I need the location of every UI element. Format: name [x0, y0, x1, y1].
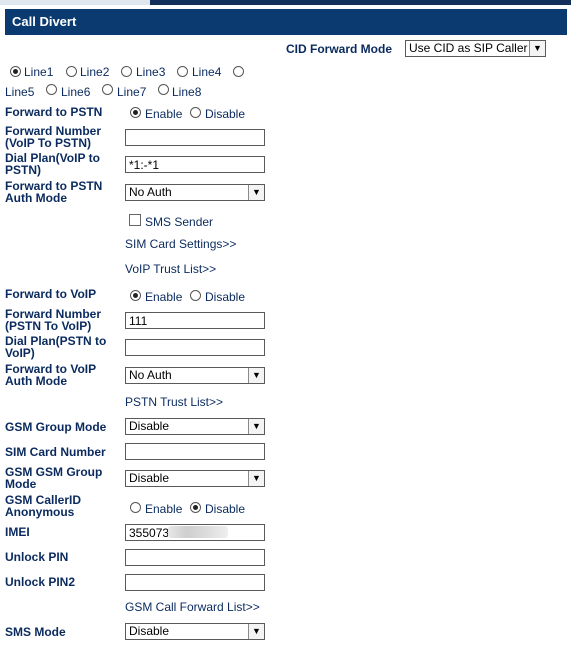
- gsm-call-forward-list-link[interactable]: GSM Call Forward List>>: [125, 600, 260, 614]
- gsm-callerid-anonymous-label: GSM CallerID Anonymous: [5, 493, 82, 519]
- line2-label: Line2: [80, 65, 110, 79]
- chevron-down-icon: ▼: [248, 185, 264, 200]
- line3-radio[interactable]: [121, 66, 132, 77]
- sim-card-settings-link[interactable]: SIM Card Settings>>: [125, 237, 237, 251]
- pstn-enable-radio[interactable]: [130, 107, 141, 118]
- redacted-blur: [168, 526, 228, 538]
- gsm-gsm-group-mode-select[interactable]: [125, 470, 265, 487]
- gsm-group-mode-select[interactable]: [125, 418, 265, 435]
- forward-number-voip-to-pstn-label: Forward Number (VoIP To PSTN): [5, 124, 102, 150]
- sim-card-number-input[interactable]: [125, 443, 265, 460]
- forward-number-pstn-to-voip-label: Forward Number (PSTN To VoIP): [5, 307, 102, 333]
- dial-plan-pstn-to-voip-input[interactable]: [125, 339, 265, 356]
- dial-plan-voip-to-pstn-label: Dial Plan(VoIP to PSTN): [5, 151, 100, 177]
- line5-radio[interactable]: [233, 66, 244, 77]
- gsm-group-mode-label: GSM Group Mode: [5, 420, 107, 434]
- line6-radio[interactable]: [46, 84, 57, 95]
- line3-label: Line3: [136, 65, 166, 79]
- gsm-gsm-group-mode-label: GSM GSM Group Mode: [5, 465, 103, 491]
- gsm-group-mode-value: Disable: [129, 419, 170, 433]
- section-header: [5, 9, 567, 35]
- line1-radio[interactable]: [10, 66, 21, 77]
- unlock-pin2-input[interactable]: [125, 574, 265, 591]
- line8-label: Line8: [172, 85, 202, 99]
- line7-label: Line7: [117, 85, 147, 99]
- chevron-down-icon: ▼: [248, 471, 264, 486]
- line7-radio[interactable]: [102, 84, 113, 95]
- voip-auth-mode-value: No Auth: [129, 368, 172, 382]
- line1-label: Line1: [24, 65, 54, 79]
- unlock-pin-label: Unlock PIN: [5, 550, 69, 564]
- unlock-pin2-label: Unlock PIN2: [5, 575, 76, 589]
- chevron-down-icon: ▼: [248, 368, 264, 383]
- forward-number-voip-to-pstn-input[interactable]: [125, 129, 265, 146]
- voip-trust-list-link[interactable]: VoIP Trust List>>: [125, 262, 217, 276]
- sms-sender-label: SMS Sender: [145, 215, 214, 229]
- unlock-pin-input[interactable]: [125, 549, 265, 566]
- voip-auth-mode-select[interactable]: [125, 367, 265, 384]
- section-title: Call Divert: [12, 14, 77, 29]
- line8-radio[interactable]: [158, 84, 169, 95]
- sms-sender-checkbox[interactable]: [129, 214, 141, 226]
- callerid-disable-radio[interactable]: [190, 502, 201, 513]
- voip-enable-label: Enable: [145, 290, 183, 304]
- top-strip: [0, 0, 571, 5]
- chevron-down-icon: ▼: [248, 624, 264, 639]
- forward-to-pstn-auth-mode-label: Forward to PSTN Auth Mode: [5, 179, 103, 205]
- top-strip-dark: [150, 0, 571, 5]
- callerid-enable-label: Enable: [145, 502, 183, 516]
- voip-disable-label: Disable: [205, 290, 246, 304]
- cid-forward-mode-label: CID Forward Mode: [286, 42, 393, 56]
- sms-mode-select[interactable]: [125, 623, 265, 640]
- voip-disable-radio[interactable]: [190, 290, 201, 301]
- sim-card-number-label: SIM Card Number: [5, 445, 106, 459]
- pstn-disable-radio[interactable]: [190, 107, 201, 118]
- voip-enable-radio[interactable]: [130, 290, 141, 301]
- dial-plan-pstn-to-voip-label: Dial Plan(PSTN to VoIP): [5, 334, 107, 360]
- sms-mode-label: SMS Mode: [5, 625, 66, 639]
- line6-label: Line6: [61, 85, 91, 99]
- line4-radio[interactable]: [177, 66, 188, 77]
- pstn-auth-mode-select[interactable]: [125, 184, 265, 201]
- forward-number-pstn-to-voip-input[interactable]: [125, 312, 265, 329]
- forward-to-voip-label: Forward to VoIP: [5, 287, 97, 301]
- forward-to-voip-auth-mode-label: Forward to VoIP Auth Mode: [5, 362, 96, 388]
- pstn-auth-mode-value: No Auth: [129, 185, 172, 199]
- dial-plan-voip-to-pstn-input[interactable]: [125, 156, 265, 173]
- sms-mode-value: Disable: [129, 624, 170, 638]
- line4-label: Line4: [192, 65, 222, 79]
- chevron-down-icon: ▼: [529, 41, 545, 56]
- pstn-trust-list-link[interactable]: PSTN Trust List>>: [125, 395, 224, 409]
- imei-label: IMEI: [5, 525, 30, 539]
- chevron-down-icon: ▼: [248, 419, 264, 434]
- callerid-enable-radio[interactable]: [130, 502, 141, 513]
- line2-radio[interactable]: [66, 66, 77, 77]
- pstn-disable-label: Disable: [205, 107, 246, 121]
- pstn-enable-label: Enable: [145, 107, 183, 121]
- callerid-disable-label: Disable: [205, 502, 246, 516]
- line5-label: Line5: [5, 85, 35, 99]
- gsm-gsm-group-mode-value: Disable: [129, 471, 170, 485]
- cid-forward-mode-value: Use CID as SIP Caller: [409, 41, 528, 55]
- cid-forward-mode-select[interactable]: [405, 40, 546, 57]
- forward-to-pstn-label: Forward to PSTN: [5, 105, 103, 119]
